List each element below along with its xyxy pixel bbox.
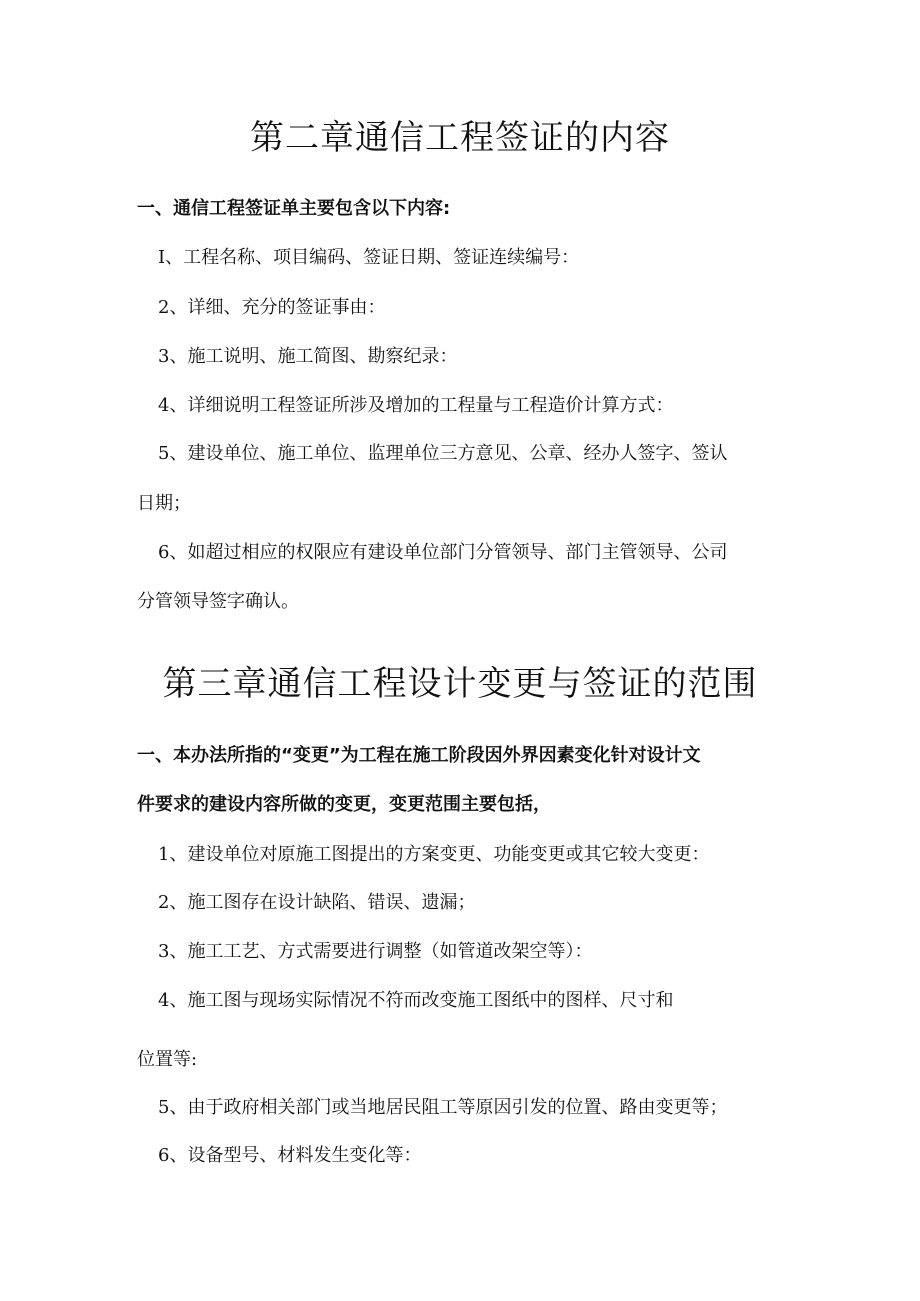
chapter-3-heading-line-1: 一、本办法所指的“变更”为工程在施工阶段因外界因素变化针对设计文 — [137, 745, 701, 766]
chapter-2-item-2: 2、详细、充分的签证事由： — [158, 297, 386, 318]
chapter-2-item-5-cont: 日期； — [137, 493, 191, 514]
chapter-3-item-3: 3、施工工艺、方式需要进行调整（如管道改架空等）： — [158, 941, 593, 962]
chapter-2-item-4: 4、详细说明工程签证所涉及增加的工程量与工程造价计算方式： — [158, 395, 674, 416]
chapter-2-title: 第二章通信工程签证的内容 — [250, 118, 670, 158]
chapter-2-heading: 一、通信工程签证单主要包含以下内容: — [137, 198, 451, 219]
chapter-2-item-5: 5、建设单位、施工单位、监理单位三方意见、公章、经办人签字、签认 — [158, 443, 728, 464]
chapter-3-item-5: 5、由于政府相关部门或当地居民阻工等原因引发的位置、路由变更等； — [158, 1097, 728, 1118]
chapter-3-item-1: 1、建设单位对原施工图提出的方案变更、功能变更或其它较大变更： — [158, 844, 710, 865]
chapter-3-item-4: 4、施工图与现场实际情况不符而改变施工图纸中的图样、尺寸和 — [158, 990, 674, 1011]
chapter-3-title: 第三章通信工程设计变更与签证的范围 — [162, 664, 758, 704]
chapter-2-item-6-cont: 分管领导签字确认。 — [137, 591, 299, 612]
chapter-3-item-2: 2、施工图存在设计缺陷、错误、遗漏； — [158, 892, 476, 913]
chapter-2-item-1: I、工程名称、项目编码、签证日期、签证连续编号： — [158, 247, 580, 268]
chapter-3-item-4-cont: 位置等: — [137, 1049, 198, 1070]
chapter-2-item-6: 6、如超过相应的权限应有建设单位部门分管领导、部门主管领导、公司 — [158, 542, 728, 563]
chapter-2-item-3: 3、施工说明、施工简图、勘察纪录： — [158, 346, 458, 367]
chapter-3-heading-line-2: 件要求的建设内容所做的变更，变更范围主要包括， — [137, 794, 551, 815]
chapter-3-item-6: 6、设备型号、材料发生变化等： — [158, 1145, 422, 1166]
